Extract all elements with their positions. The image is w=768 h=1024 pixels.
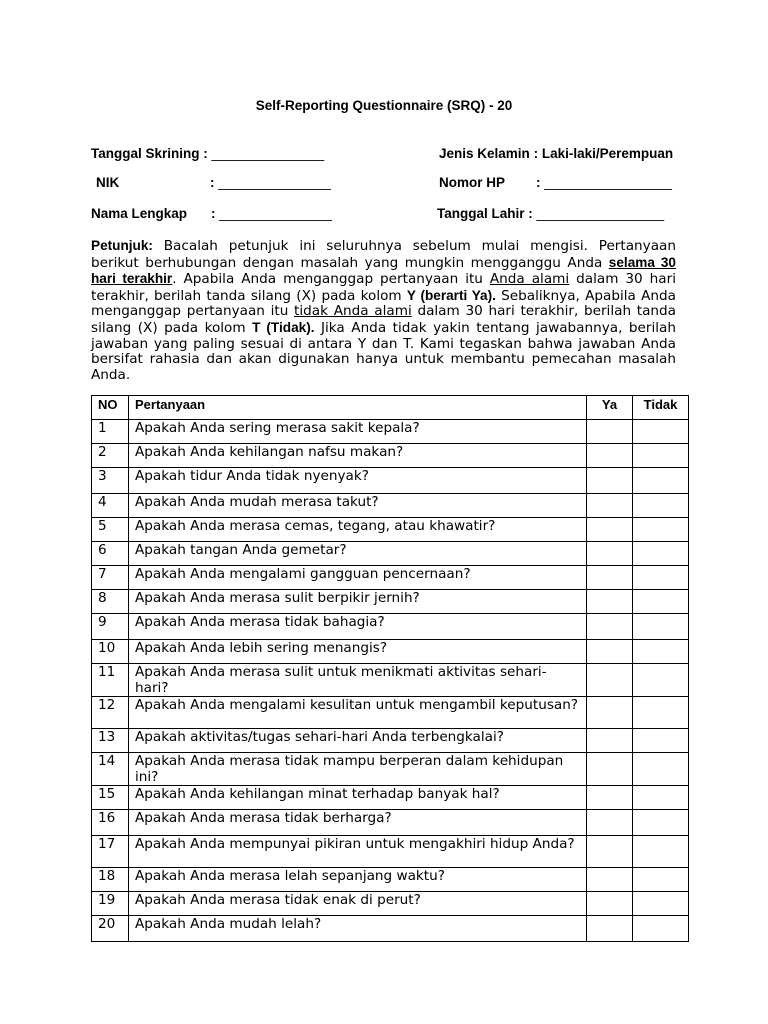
table-row	[92, 420, 689, 444]
tanggal-lahir-input[interactable]: _________________	[536, 206, 665, 221]
table-row	[92, 729, 689, 753]
field-label: Tanggal Skrining	[91, 146, 200, 161]
answer-ya-cell[interactable]	[587, 786, 633, 810]
instructions-t: T (Tidak).	[252, 319, 315, 335]
row-number: 7	[92, 566, 129, 590]
answer-tidak-cell[interactable]	[633, 697, 689, 729]
field-colon: :	[528, 206, 533, 221]
answer-ya-cell[interactable]	[587, 640, 633, 664]
answer-ya-cell[interactable]	[587, 664, 633, 697]
row-number: 9	[92, 614, 129, 640]
row-question: Apakah Anda merasa tidak berharga?	[129, 810, 587, 836]
answer-ya-cell[interactable]	[587, 614, 633, 640]
table-row	[92, 697, 689, 729]
table-row	[92, 753, 689, 786]
nik-input[interactable]: _______________	[218, 175, 331, 190]
field-colon: :	[536, 175, 541, 190]
row-question: Apakah Anda mudah merasa takut?	[129, 494, 587, 518]
field-nama-lengkap	[91, 206, 332, 221]
instructions-alami: Anda alami	[489, 271, 570, 288]
row-question: Apakah Anda kehilangan minat terhadap banyak hal?	[129, 786, 587, 810]
row-number: 12	[92, 697, 129, 729]
field-colon: :	[210, 175, 215, 190]
field-colon: :	[211, 206, 216, 221]
table-row	[92, 590, 689, 614]
instructions-text: Sebaliknya, Apabila Anda menganggap pertanyaan itu	[91, 287, 676, 320]
answer-ya-cell[interactable]	[587, 590, 633, 614]
answer-tidak-cell[interactable]	[633, 614, 689, 640]
header-ya: Ya	[587, 396, 633, 420]
answer-tidak-cell[interactable]	[633, 664, 689, 697]
table-header-row	[92, 396, 689, 420]
header-tidak: Tidak	[633, 396, 689, 420]
row-number: 14	[92, 753, 129, 786]
answer-ya-cell[interactable]	[587, 566, 633, 590]
row-number: 15	[92, 786, 129, 810]
answer-tidak-cell[interactable]	[633, 916, 689, 942]
table-row	[92, 786, 689, 810]
row-number: 17	[92, 836, 129, 868]
field-jenis-kelamin	[439, 146, 673, 161]
row-number: 11	[92, 664, 129, 697]
header-question: Pertanyaan	[129, 396, 587, 420]
table-row	[92, 542, 689, 566]
instructions-tidak-alami: tidak Anda alami	[294, 303, 412, 320]
field-label: Nomor HP	[439, 175, 506, 190]
row-question: Apakah Anda merasa tidak enak di perut?	[129, 892, 587, 916]
row-number: 16	[92, 810, 129, 836]
answer-ya-cell[interactable]	[587, 916, 633, 942]
answer-ya-cell[interactable]	[587, 518, 633, 542]
row-number: 18	[92, 868, 129, 892]
row-question: Apakah Anda sering merasa sakit kepala?	[129, 420, 587, 444]
row-question: Apakah Anda merasa sulit berpikir jernih?	[129, 590, 587, 614]
row-question: Apakah Anda mudah lelah?	[129, 916, 587, 942]
instructions-y: Y (berarti Ya).	[406, 287, 496, 303]
row-number: 13	[92, 729, 129, 753]
answer-tidak-cell[interactable]	[633, 444, 689, 468]
row-number: 1	[92, 420, 129, 444]
answer-ya-cell[interactable]	[587, 468, 633, 494]
row-question: Apakah Anda merasa lelah sepanjang waktu?	[129, 868, 587, 892]
table-row	[92, 836, 689, 868]
row-number: 3	[92, 468, 129, 494]
field-tanggal-skrining	[91, 146, 324, 161]
table-row	[92, 444, 689, 468]
table-row	[92, 916, 689, 942]
row-question: Apakah tangan Anda gemetar?	[129, 542, 587, 566]
row-question: Apakah Anda merasa tidak mampu berperan dalam kehidupan ini?	[129, 753, 587, 786]
answer-tidak-cell[interactable]	[633, 786, 689, 810]
answer-tidak-cell[interactable]	[633, 420, 689, 444]
answer-ya-cell[interactable]	[587, 810, 633, 836]
field-nik	[96, 175, 331, 190]
instructions-paragraph	[91, 238, 676, 383]
row-number: 6	[92, 542, 129, 566]
row-number: 4	[92, 494, 129, 518]
answer-tidak-cell[interactable]	[633, 590, 689, 614]
field-colon: :	[533, 146, 539, 161]
answer-ya-cell[interactable]	[587, 729, 633, 753]
row-number: 8	[92, 590, 129, 614]
answer-tidak-cell[interactable]	[633, 868, 689, 892]
answer-tidak-cell[interactable]	[633, 542, 689, 566]
table-row	[92, 566, 689, 590]
answer-ya-cell[interactable]	[587, 892, 633, 916]
table-body	[92, 420, 689, 942]
row-question: Apakah Anda kehilangan nafsu makan?	[129, 444, 587, 468]
answer-ya-cell[interactable]	[587, 836, 633, 868]
row-number: 20	[92, 916, 129, 942]
instructions-text: dalam 30 hari terakhir, berilah tanda silang (X) pada kolom	[91, 271, 676, 304]
row-question: Apakah aktivitas/tugas sehari-hari Anda terbengkalai?	[129, 729, 587, 753]
table-row	[92, 614, 689, 640]
field-label: Tanggal Lahir	[437, 206, 525, 221]
answer-ya-cell[interactable]	[587, 542, 633, 566]
table-row	[92, 518, 689, 542]
row-question: Apakah Anda merasa sulit untuk menikmati aktivitas sehari-hari?	[129, 664, 587, 697]
header-no: NO	[92, 396, 129, 420]
answer-tidak-cell[interactable]	[633, 810, 689, 836]
table-row	[92, 640, 689, 664]
answer-tidak-cell[interactable]	[633, 892, 689, 916]
instructions-period: selama 30 hari terakhir	[91, 254, 676, 287]
row-number: 5	[92, 518, 129, 542]
questionnaire-table	[91, 395, 689, 942]
field-nomor-hp	[439, 175, 672, 190]
row-question: Apakah Anda mengalami gangguan pencernaan?	[129, 566, 587, 590]
tanggal-skrining-input[interactable]: _______________	[211, 146, 325, 161]
row-question: Apakah Anda mempunyai pikiran untuk mengakhiri hidup Anda?	[129, 836, 587, 868]
row-number: 2	[92, 444, 129, 468]
table-row	[92, 664, 689, 697]
table-row	[92, 868, 689, 892]
instructions-text: Bacalah petunjuk ini seluruhnya sebelum mulai mengisi. Pertanyaan berikut berhubungan dengan masalah yang mungkin mengganggu Anda	[91, 238, 676, 271]
answer-tidak-cell[interactable]	[633, 494, 689, 518]
answer-tidak-cell[interactable]	[633, 753, 689, 786]
answer-tidak-cell[interactable]	[633, 640, 689, 664]
answer-tidak-cell[interactable]	[633, 836, 689, 868]
jenis-kelamin-value[interactable]: Laki-laki/Perempuan	[541, 146, 674, 161]
row-number: 10	[92, 640, 129, 664]
nama-lengkap-input[interactable]: _______________	[219, 206, 332, 221]
table-row	[92, 468, 689, 494]
instructions-text: . Apabila Anda menganggap pertanyaan itu	[172, 271, 490, 288]
field-tanggal-lahir	[437, 206, 664, 221]
row-question: Apakah Anda mengalami kesulitan untuk mengambil keputusan?	[129, 697, 587, 729]
answer-ya-cell[interactable]	[587, 444, 633, 468]
instructions-text: dalam 30 hari terakhir, berilah tanda silang (X) pada kolom	[91, 303, 676, 336]
answer-ya-cell[interactable]	[587, 494, 633, 518]
row-number: 19	[92, 892, 129, 916]
table-row	[92, 892, 689, 916]
table-row	[92, 494, 689, 518]
answer-tidak-cell[interactable]	[633, 468, 689, 494]
row-question: Apakah Anda merasa cemas, tegang, atau khawatir?	[129, 518, 587, 542]
answer-tidak-cell[interactable]	[633, 729, 689, 753]
field-colon: :	[203, 146, 208, 161]
answer-ya-cell[interactable]	[587, 753, 633, 786]
table-row	[92, 810, 689, 836]
row-question: Apakah tidur Anda tidak nyenyak?	[129, 468, 587, 494]
row-question: Apakah Anda merasa tidak bahagia?	[129, 614, 587, 640]
answer-tidak-cell[interactable]	[633, 518, 689, 542]
field-label: Jenis Kelamin	[439, 146, 530, 161]
answer-tidak-cell[interactable]	[633, 566, 689, 590]
instructions-label: Petunjuk:	[91, 238, 153, 253]
answer-ya-cell[interactable]	[587, 697, 633, 729]
answer-ya-cell[interactable]	[587, 420, 633, 444]
answer-ya-cell[interactable]	[587, 868, 633, 892]
row-question: Apakah Anda lebih sering menangis?	[129, 640, 587, 664]
nomor-hp-input[interactable]: _________________	[544, 175, 672, 190]
field-label: NIK	[96, 175, 120, 190]
field-label: Nama Lengkap	[91, 206, 188, 221]
page-title: Self-Reporting Questionnaire (SRQ) - 20	[255, 98, 513, 113]
instructions-text: Jika Anda tidak yakin tentang jawabannya, berilah jawaban yang paling sesuai di antara Y dan T. Kami tegaskan bahwa jawaban Anda bersifat rahasia dan akan digunakan hanya untuk membantu pemecahan masalah Anda.	[91, 319, 677, 383]
